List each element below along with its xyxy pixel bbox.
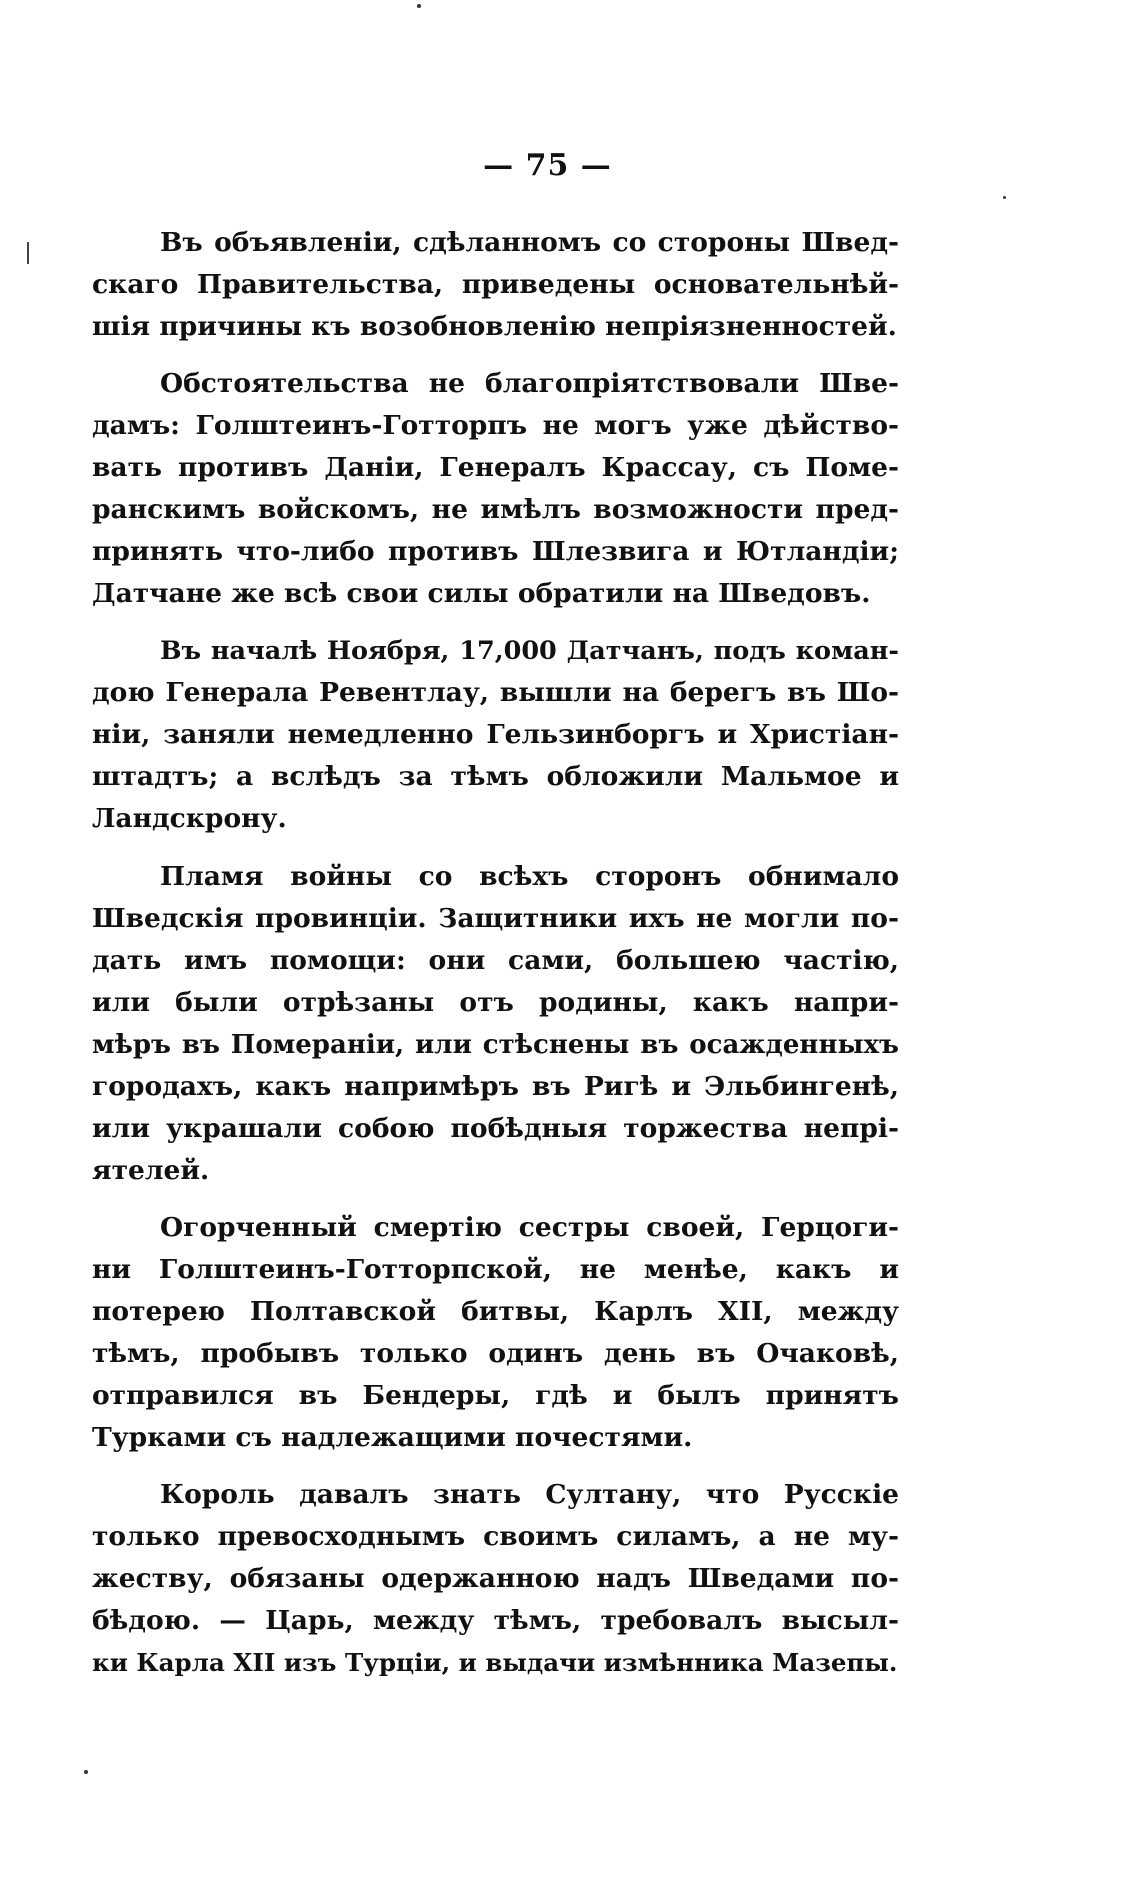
text-line: бѣдою. — Царь, между тѣмъ, требовалъ высыл- (92, 1605, 899, 1636)
text-line: дамъ: Голштеинъ-Готторпъ не могъ уже дѣйство- (92, 410, 899, 441)
text-line: Шведскія провинціи. Защитники ихъ не могли по- (92, 903, 899, 934)
text-line: штадтъ; а вслѣдъ за тѣмъ обложили Мальмое и (92, 761, 899, 792)
text-line: дать имъ помощи: они сами, большею частію, (92, 945, 899, 976)
text-line: или украшали собою побѣдныя торжества непрі- (92, 1113, 899, 1144)
text-line: Турками съ надлежащими почестями. (92, 1422, 693, 1453)
text-line: ніи, заняли немедленно Гельзинборгъ и Христіан- (92, 719, 899, 750)
paragraph (92, 856, 899, 1192)
text-line: вать противъ Даніи, Генералъ Крассау, съ Поме- (92, 452, 899, 483)
scan-speck (1003, 196, 1006, 199)
text-line: ки Карла XII изъ Турціи, и выдачи измѣнника Мазепы. (92, 1648, 898, 1677)
text-line: Въ объявленіи, сдѣланномъ со стороны Швед- (160, 227, 899, 258)
text-line: Ландскрону. (92, 803, 287, 834)
text-line: Пламя войны со всѣхъ сторонъ обнимало (160, 861, 899, 892)
paragraph (92, 1474, 899, 1684)
text-line: Огорченный смертію сестры своей, Герцоги- (160, 1212, 899, 1243)
text-line: потерею Полтавской битвы, Карлъ XII, между (92, 1296, 899, 1327)
text-line: мѣръ въ Помераніи, или стѣснены въ осажденныхъ (92, 1030, 899, 1060)
text-line: Въ началѣ Ноября, 17,000 Датчанъ, подъ коман- (160, 636, 899, 666)
margin-mark (27, 242, 29, 264)
text-line: или были отрѣзаны отъ родины, какъ напри- (92, 987, 899, 1018)
scan-speck (84, 1770, 88, 1774)
text-line: тѣмъ, пробывъ только одинъ день въ Очаковѣ, (92, 1338, 899, 1369)
paragraph (92, 363, 899, 615)
page-number: — 75 — (483, 148, 612, 183)
paragraph (92, 630, 899, 840)
text-line: ни Голштеинъ-Готторпской, не менѣе, какъ и (92, 1254, 899, 1285)
text-line: Обстоятельства не благопріятствовали Шве- (160, 368, 899, 399)
paragraph (92, 1207, 899, 1459)
text-line: отправился въ Бендеры, гдѣ и былъ принятъ (92, 1380, 899, 1411)
text-line: принять что-либо противъ Шлезвига и Ютландіи; (92, 536, 899, 567)
text-line: шія причины къ возобновленію непріязненностей. (92, 311, 897, 342)
text-line: дою Генерала Ревентлау, вышли на берегъ въ Шо- (92, 677, 899, 708)
paragraph (92, 222, 899, 348)
text-line: Датчане же всѣ свои силы обратили на Шведовъ. (92, 578, 871, 609)
text-line: жеству, обязаны одержанною надъ Шведами по- (92, 1563, 899, 1594)
body-text (92, 222, 899, 1699)
text-line: Король давалъ знать Султану, что Русскіе (160, 1479, 899, 1510)
scan-speck (417, 4, 421, 8)
text-line: ранскимъ войскомъ, не имѣлъ возможности пред- (92, 494, 899, 525)
text-line: городахъ, какъ напримѣръ въ Ригѣ и Эльбингенѣ, (92, 1071, 899, 1102)
text-line: только превосходнымъ своимъ силамъ, а не му- (92, 1521, 899, 1552)
text-line: ятелей. (92, 1155, 210, 1186)
text-line: скаго Правительства, приведены основательнѣй- (92, 269, 899, 300)
